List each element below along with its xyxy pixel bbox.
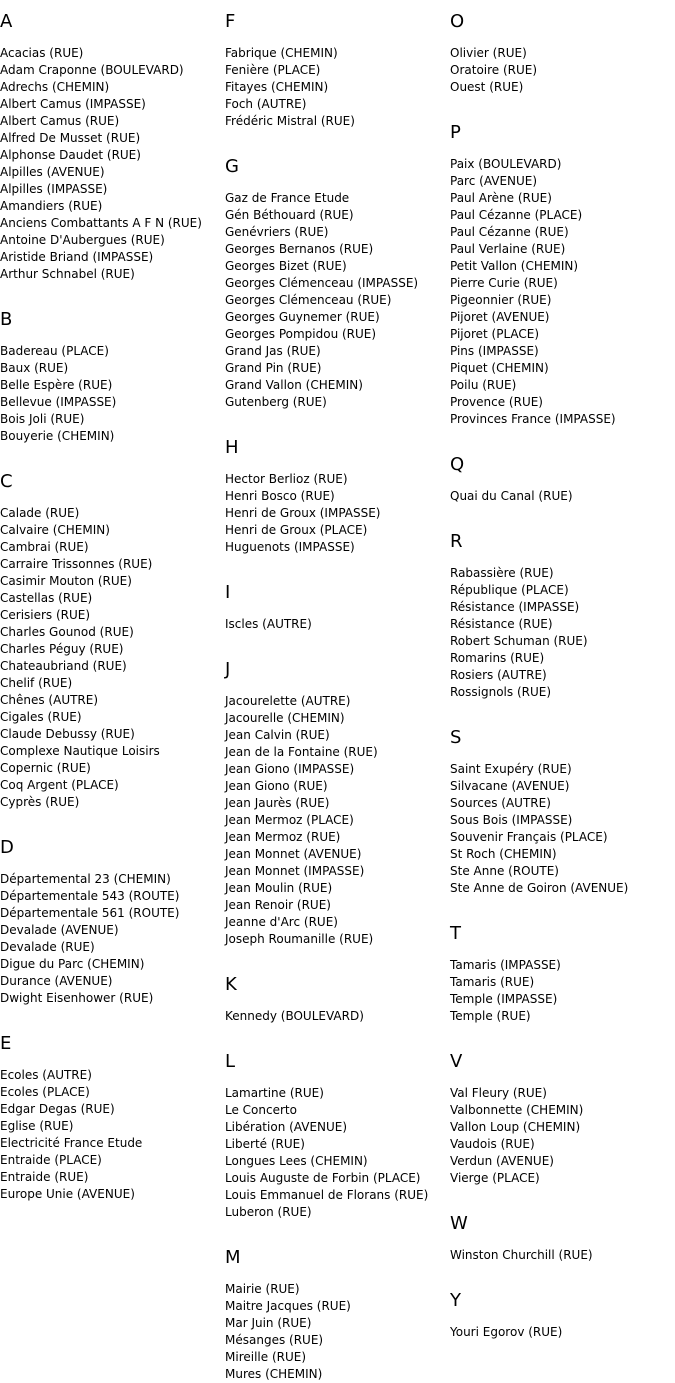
street-link[interactable]: Piquet (CHEMIN) (450, 361, 549, 375)
street-link[interactable]: Mésanges (RUE) (225, 1333, 324, 1347)
street-list (0, 1067, 224, 1203)
street-link[interactable]: Jean Jaurès (RUE) (225, 796, 330, 810)
street-link[interactable]: Acacias (RUE) (0, 46, 84, 60)
street-link[interactable]: Liberté (RUE) (225, 1137, 305, 1151)
letter-heading: I (225, 582, 231, 603)
letter-heading: W (450, 1213, 468, 1234)
street-link[interactable]: Quai du Canal (RUE) (450, 489, 573, 503)
street-link[interactable]: Sources (AUTRE) (450, 796, 551, 810)
group-spacer (450, 701, 674, 727)
street-link[interactable]: Louis Emmanuel de Florans (RUE) (225, 1188, 429, 1202)
street-link[interactable]: Georges Pompidou (RUE) (225, 327, 377, 341)
letter-group (0, 11, 224, 309)
letter-group (450, 122, 674, 454)
letter-group (225, 11, 449, 156)
street-link[interactable]: Bois Joli (RUE) (0, 412, 85, 426)
street-list (0, 343, 224, 445)
street-link[interactable]: Départementale 561 (ROUTE) (0, 906, 180, 920)
street-link[interactable]: Poilu (RUE) (450, 378, 517, 392)
street-link[interactable]: Dwight Eisenhower (RUE) (0, 991, 154, 1005)
street-link[interactable]: Winston Churchill (RUE) (450, 1248, 593, 1262)
street-link[interactable]: Jean Mermoz (RUE) (225, 830, 341, 844)
street-link[interactable]: Casimir Mouton (RUE) (0, 574, 132, 588)
street-link[interactable]: Belle Espère (RUE) (0, 378, 113, 392)
street-link[interactable]: Eglise (RUE) (0, 1119, 74, 1133)
street-link[interactable]: St Roch (CHEMIN) (450, 847, 557, 861)
street-link[interactable]: Georges Guynemer (RUE) (225, 310, 380, 324)
letter-group (450, 727, 674, 923)
street-link[interactable]: Europe Unie (AVENUE) (0, 1187, 135, 1201)
street-link[interactable]: Henri Bosco (RUE) (225, 489, 335, 503)
street-list (450, 565, 674, 701)
group-spacer (225, 411, 449, 437)
street-link[interactable]: Iscles (AUTRE) (225, 617, 312, 631)
street-link[interactable]: Cerisiers (RUE) (0, 608, 91, 622)
letter-heading: S (450, 727, 462, 748)
street-link[interactable]: Résistance (RUE) (450, 617, 553, 631)
letter-group (0, 309, 224, 471)
letter-group (450, 531, 674, 727)
street-link[interactable]: Jean Calvin (RUE) (225, 728, 330, 742)
street-link[interactable]: Gén Béthouard (RUE) (225, 208, 354, 222)
street-list (450, 1085, 674, 1187)
street-link[interactable]: Complexe Nautique Loisirs (0, 744, 160, 758)
street-list (450, 1324, 674, 1341)
street-link[interactable]: Henri de Groux (PLACE) (225, 523, 368, 537)
street-link[interactable]: Jean Mermoz (PLACE) (225, 813, 354, 827)
letter-group (225, 659, 449, 974)
street-link[interactable]: Adrechs (CHEMIN) (0, 80, 110, 94)
street-link[interactable]: Jean Giono (IMPASSE) (225, 762, 355, 776)
letter-heading: B (0, 309, 13, 330)
letter-group (450, 923, 674, 1051)
letter-group (450, 1213, 674, 1290)
street-link[interactable]: Devalade (RUE) (0, 940, 95, 954)
street-link[interactable]: Paul Cézanne (PLACE) (450, 208, 583, 222)
street-list (450, 761, 674, 897)
street-index-column-2 (225, 11, 449, 1383)
street-link[interactable]: Silvacane (AVENUE) (450, 779, 570, 793)
street-link[interactable]: Pigeonnier (RUE) (450, 293, 552, 307)
street-link[interactable]: Cambrai (RUE) (0, 540, 89, 554)
street-link[interactable]: Fitayes (CHEMIN) (225, 80, 329, 94)
street-link[interactable]: Temple (RUE) (450, 1009, 531, 1023)
street-list (450, 45, 674, 96)
letter-heading: P (450, 122, 461, 143)
street-link[interactable]: Pijoret (AVENUE) (450, 310, 550, 324)
street-list (450, 1247, 674, 1264)
street-link[interactable]: Henri de Groux (IMPASSE) (225, 506, 381, 520)
street-link[interactable]: Louis Auguste de Forbin (PLACE) (225, 1171, 421, 1185)
group-spacer (0, 445, 224, 471)
street-link[interactable]: Foch (AUTRE) (225, 97, 307, 111)
street-link[interactable]: Romarins (RUE) (450, 651, 545, 665)
street-link[interactable]: Chênes (AUTRE) (0, 693, 99, 707)
street-link[interactable]: Charles Gounod (RUE) (0, 625, 134, 639)
street-link[interactable]: Verdun (AVENUE) (450, 1154, 554, 1168)
street-link[interactable]: Jean de la Fontaine (RUE) (225, 745, 378, 759)
street-link[interactable]: Charles Péguy (RUE) (0, 642, 124, 656)
street-link[interactable]: Ecoles (PLACE) (0, 1085, 90, 1099)
street-link[interactable]: Souvenir Français (PLACE) (450, 830, 608, 844)
group-spacer (450, 505, 674, 531)
letter-heading: M (225, 1247, 241, 1268)
street-link[interactable]: Copernic (RUE) (0, 761, 91, 775)
street-link[interactable]: Kennedy (BOULEVARD) (225, 1009, 364, 1023)
street-link[interactable]: Alfred De Musset (RUE) (0, 131, 141, 145)
street-link[interactable]: République (PLACE) (450, 583, 569, 597)
group-spacer (0, 811, 224, 837)
street-link[interactable]: Départemental 23 (CHEMIN) (0, 872, 171, 886)
letter-heading: Y (450, 1290, 461, 1311)
letter-heading: V (450, 1051, 463, 1072)
street-link[interactable]: Jean Monnet (AVENUE) (225, 847, 362, 861)
letter-heading: F (225, 11, 236, 32)
street-link[interactable]: Huguenots (IMPASSE) (225, 540, 355, 554)
street-list (0, 505, 224, 811)
street-list (225, 693, 449, 948)
street-link[interactable]: Olivier (RUE) (450, 46, 527, 60)
group-spacer (225, 1221, 449, 1247)
street-link[interactable]: Mireille (RUE) (225, 1350, 307, 1364)
street-link[interactable]: Castellas (RUE) (0, 591, 93, 605)
street-link[interactable]: Petit Vallon (CHEMIN) (450, 259, 579, 273)
street-link[interactable]: Anciens Combattants A F N (RUE) (0, 216, 202, 230)
street-link[interactable]: Paul Verlaine (RUE) (450, 242, 566, 256)
street-link[interactable]: Oratoire (RUE) (450, 63, 538, 77)
street-list (450, 156, 674, 428)
letter-group (0, 837, 224, 1033)
street-link[interactable]: Jean Renoir (RUE) (225, 898, 331, 912)
street-link[interactable]: Départementale 543 (ROUTE) (0, 889, 180, 903)
street-link[interactable]: Tamaris (RUE) (450, 975, 535, 989)
street-link[interactable]: Georges Bizet (RUE) (225, 259, 347, 273)
letter-heading: G (225, 156, 239, 177)
street-list (450, 957, 674, 1025)
street-link[interactable]: Jean Moulin (RUE) (225, 881, 333, 895)
street-link[interactable]: Grand Pin (RUE) (225, 361, 322, 375)
street-link[interactable]: Rosiers (AUTRE) (450, 668, 547, 682)
street-link[interactable]: Fabrique (CHEMIN) (225, 46, 338, 60)
street-link[interactable]: Bouyerie (CHEMIN) (0, 429, 115, 443)
group-spacer (450, 897, 674, 923)
group-spacer (225, 1025, 449, 1051)
group-spacer (225, 948, 449, 974)
street-link[interactable]: Alpilles (AVENUE) (0, 165, 105, 179)
street-link[interactable]: Badereau (PLACE) (0, 344, 109, 358)
street-link[interactable]: Vaudois (RUE) (450, 1137, 535, 1151)
letter-group (225, 437, 449, 582)
letter-group (450, 1290, 674, 1341)
street-link[interactable]: Grand Jas (RUE) (225, 344, 321, 358)
letter-group (450, 11, 674, 122)
street-link[interactable]: Jean Giono (RUE) (225, 779, 328, 793)
street-link[interactable]: Paix (BOULEVARD) (450, 157, 562, 171)
letter-heading: H (225, 437, 239, 458)
street-list (225, 1008, 449, 1025)
street-link[interactable]: Calade (RUE) (0, 506, 80, 520)
street-list (225, 45, 449, 130)
street-link[interactable]: Paul Arène (RUE) (450, 191, 552, 205)
street-link[interactable]: Entraide (PLACE) (0, 1153, 102, 1167)
street-link[interactable]: Jean Monnet (IMPASSE) (225, 864, 365, 878)
street-link[interactable]: Libération (AVENUE) (225, 1120, 348, 1134)
street-link[interactable]: Longues Lees (CHEMIN) (225, 1154, 368, 1168)
street-link[interactable]: Edgar Degas (RUE) (0, 1102, 115, 1116)
street-link[interactable]: Cyprès (RUE) (0, 795, 80, 809)
letter-group (225, 1247, 449, 1383)
group-spacer (225, 633, 449, 659)
street-link[interactable]: Pierre Curie (RUE) (450, 276, 558, 290)
street-link[interactable]: Calvaire (CHEMIN) (0, 523, 110, 537)
street-link[interactable]: Claude Debussy (RUE) (0, 727, 135, 741)
group-spacer (450, 428, 674, 454)
group-spacer (0, 1007, 224, 1033)
street-link[interactable]: Genévriers (RUE) (225, 225, 329, 239)
street-link[interactable]: Mar Juin (RUE) (225, 1316, 312, 1330)
letter-heading: J (225, 659, 231, 680)
letter-heading: D (0, 837, 14, 858)
street-link[interactable]: Coq Argent (PLACE) (0, 778, 119, 792)
street-link[interactable]: Fenière (PLACE) (225, 63, 321, 77)
street-link[interactable]: Mures (CHEMIN) (225, 1367, 323, 1381)
street-link[interactable]: Devalade (AVENUE) (0, 923, 119, 937)
street-link[interactable]: Alphonse Daudet (RUE) (0, 148, 141, 162)
letter-heading: K (225, 974, 237, 995)
street-list (0, 871, 224, 1007)
street-link[interactable]: Aristide Briand (IMPASSE) (0, 250, 154, 264)
group-spacer (225, 556, 449, 582)
group-spacer (225, 130, 449, 156)
street-link[interactable]: Bellevue (IMPASSE) (0, 395, 117, 409)
street-link[interactable]: Arthur Schnabel (RUE) (0, 267, 135, 281)
letter-heading: A (0, 11, 13, 32)
street-link[interactable]: Robert Schuman (RUE) (450, 634, 588, 648)
street-link[interactable]: Mairie (RUE) (225, 1282, 300, 1296)
street-link[interactable]: Saint Exupéry (RUE) (450, 762, 572, 776)
letter-heading: O (450, 11, 465, 32)
street-link[interactable]: Pijoret (PLACE) (450, 327, 540, 341)
street-link[interactable]: Ecoles (AUTRE) (0, 1068, 92, 1082)
letter-group (450, 1051, 674, 1213)
street-link[interactable]: Cigales (RUE) (0, 710, 82, 724)
letter-group (225, 156, 449, 437)
street-link[interactable]: Gutenberg (RUE) (225, 395, 327, 409)
letter-group (225, 582, 449, 659)
group-spacer (450, 1187, 674, 1213)
street-link[interactable]: Albert Camus (RUE) (0, 114, 120, 128)
street-link[interactable]: Résistance (IMPASSE) (450, 600, 580, 614)
letter-heading: Q (450, 454, 465, 475)
street-link[interactable]: Provence (RUE) (450, 395, 543, 409)
street-link[interactable]: Jacourelette (AUTRE) (225, 694, 351, 708)
street-link[interactable]: Hector Berlioz (RUE) (225, 472, 348, 486)
street-link[interactable]: Georges Clémenceau (IMPASSE) (225, 276, 419, 290)
street-link[interactable]: Albert Camus (IMPASSE) (0, 97, 146, 111)
street-link[interactable]: Youri Egorov (RUE) (450, 1325, 563, 1339)
letter-group (225, 1051, 449, 1247)
street-link[interactable]: Parc (AVENUE) (450, 174, 538, 188)
street-link[interactable]: Georges Clémenceau (RUE) (225, 293, 392, 307)
street-link[interactable]: Georges Bernanos (RUE) (225, 242, 374, 256)
street-link[interactable]: Chelif (RUE) (0, 676, 73, 690)
street-link[interactable]: Ste Anne (ROUTE) (450, 864, 559, 878)
group-spacer (450, 96, 674, 122)
street-link[interactable]: Sous Bois (IMPASSE) (450, 813, 573, 827)
letter-heading: C (0, 471, 13, 492)
street-link[interactable]: Frédéric Mistral (RUE) (225, 114, 355, 128)
street-list (225, 1281, 449, 1383)
street-link[interactable]: Carraire Trissonnes (RUE) (0, 557, 153, 571)
street-link[interactable]: Vallon Loup (CHEMIN) (450, 1120, 581, 1134)
street-list (225, 471, 449, 556)
letter-group (225, 974, 449, 1051)
street-link[interactable]: Adam Craponne (BOULEVARD) (0, 63, 184, 77)
street-list (225, 616, 449, 633)
street-list (225, 1085, 449, 1221)
street-link[interactable]: Jacourelle (CHEMIN) (225, 711, 345, 725)
street-link[interactable]: Rabassière (RUE) (450, 566, 554, 580)
street-list (225, 190, 449, 411)
street-link[interactable]: Antoine D'Aubergues (RUE) (0, 233, 165, 247)
group-spacer (0, 283, 224, 309)
letter-group (0, 471, 224, 837)
street-link[interactable]: Le Concerto (225, 1103, 297, 1117)
street-link[interactable]: Grand Vallon (CHEMIN) (225, 378, 363, 392)
street-link[interactable]: Paul Cézanne (RUE) (450, 225, 569, 239)
street-link[interactable]: Durance (AVENUE) (0, 974, 113, 988)
street-link[interactable]: Lamartine (RUE) (225, 1086, 324, 1100)
street-link[interactable]: Chateaubriand (RUE) (0, 659, 127, 673)
street-link[interactable]: Valbonnette (CHEMIN) (450, 1103, 584, 1117)
street-index-column-1 (0, 11, 224, 1203)
street-link[interactable]: Provinces France (IMPASSE) (450, 412, 616, 426)
street-link[interactable]: Val Fleury (RUE) (450, 1086, 547, 1100)
street-link[interactable]: Maitre Jacques (RUE) (225, 1299, 351, 1313)
street-list (450, 488, 674, 505)
letter-heading: E (0, 1033, 12, 1054)
street-link[interactable]: Rossignols (RUE) (450, 685, 552, 699)
street-link[interactable]: Baux (RUE) (0, 361, 69, 375)
street-list (0, 45, 224, 283)
street-link[interactable]: Pins (IMPASSE) (450, 344, 539, 358)
street-link[interactable]: Ouest (RUE) (450, 80, 524, 94)
group-spacer (450, 1025, 674, 1051)
street-link[interactable]: Temple (IMPASSE) (450, 992, 558, 1006)
letter-heading: L (225, 1051, 236, 1072)
street-link[interactable]: Tamaris (IMPASSE) (450, 958, 561, 972)
street-link[interactable]: Amandiers (RUE) (0, 199, 103, 213)
street-link[interactable]: Digue du Parc (CHEMIN) (0, 957, 145, 971)
letter-heading: R (450, 531, 463, 552)
street-link[interactable]: Luberon (RUE) (225, 1205, 312, 1219)
street-link[interactable]: Ste Anne de Goiron (AVENUE) (450, 881, 629, 895)
group-spacer (450, 1264, 674, 1290)
street-link[interactable]: Joseph Roumanille (RUE) (225, 932, 374, 946)
street-link[interactable]: Entraide (RUE) (0, 1170, 89, 1184)
street-link[interactable]: Alpilles (IMPASSE) (0, 182, 108, 196)
street-link[interactable]: Gaz de France Etude (225, 191, 350, 205)
letter-group (450, 454, 674, 531)
street-link[interactable]: Electricité France Etude (0, 1136, 143, 1150)
letter-group (0, 1033, 224, 1203)
letter-heading: T (450, 923, 461, 944)
street-link[interactable]: Vierge (PLACE) (450, 1171, 540, 1185)
street-link[interactable]: Jeanne d'Arc (RUE) (225, 915, 338, 929)
street-index-column-3 (450, 11, 674, 1341)
